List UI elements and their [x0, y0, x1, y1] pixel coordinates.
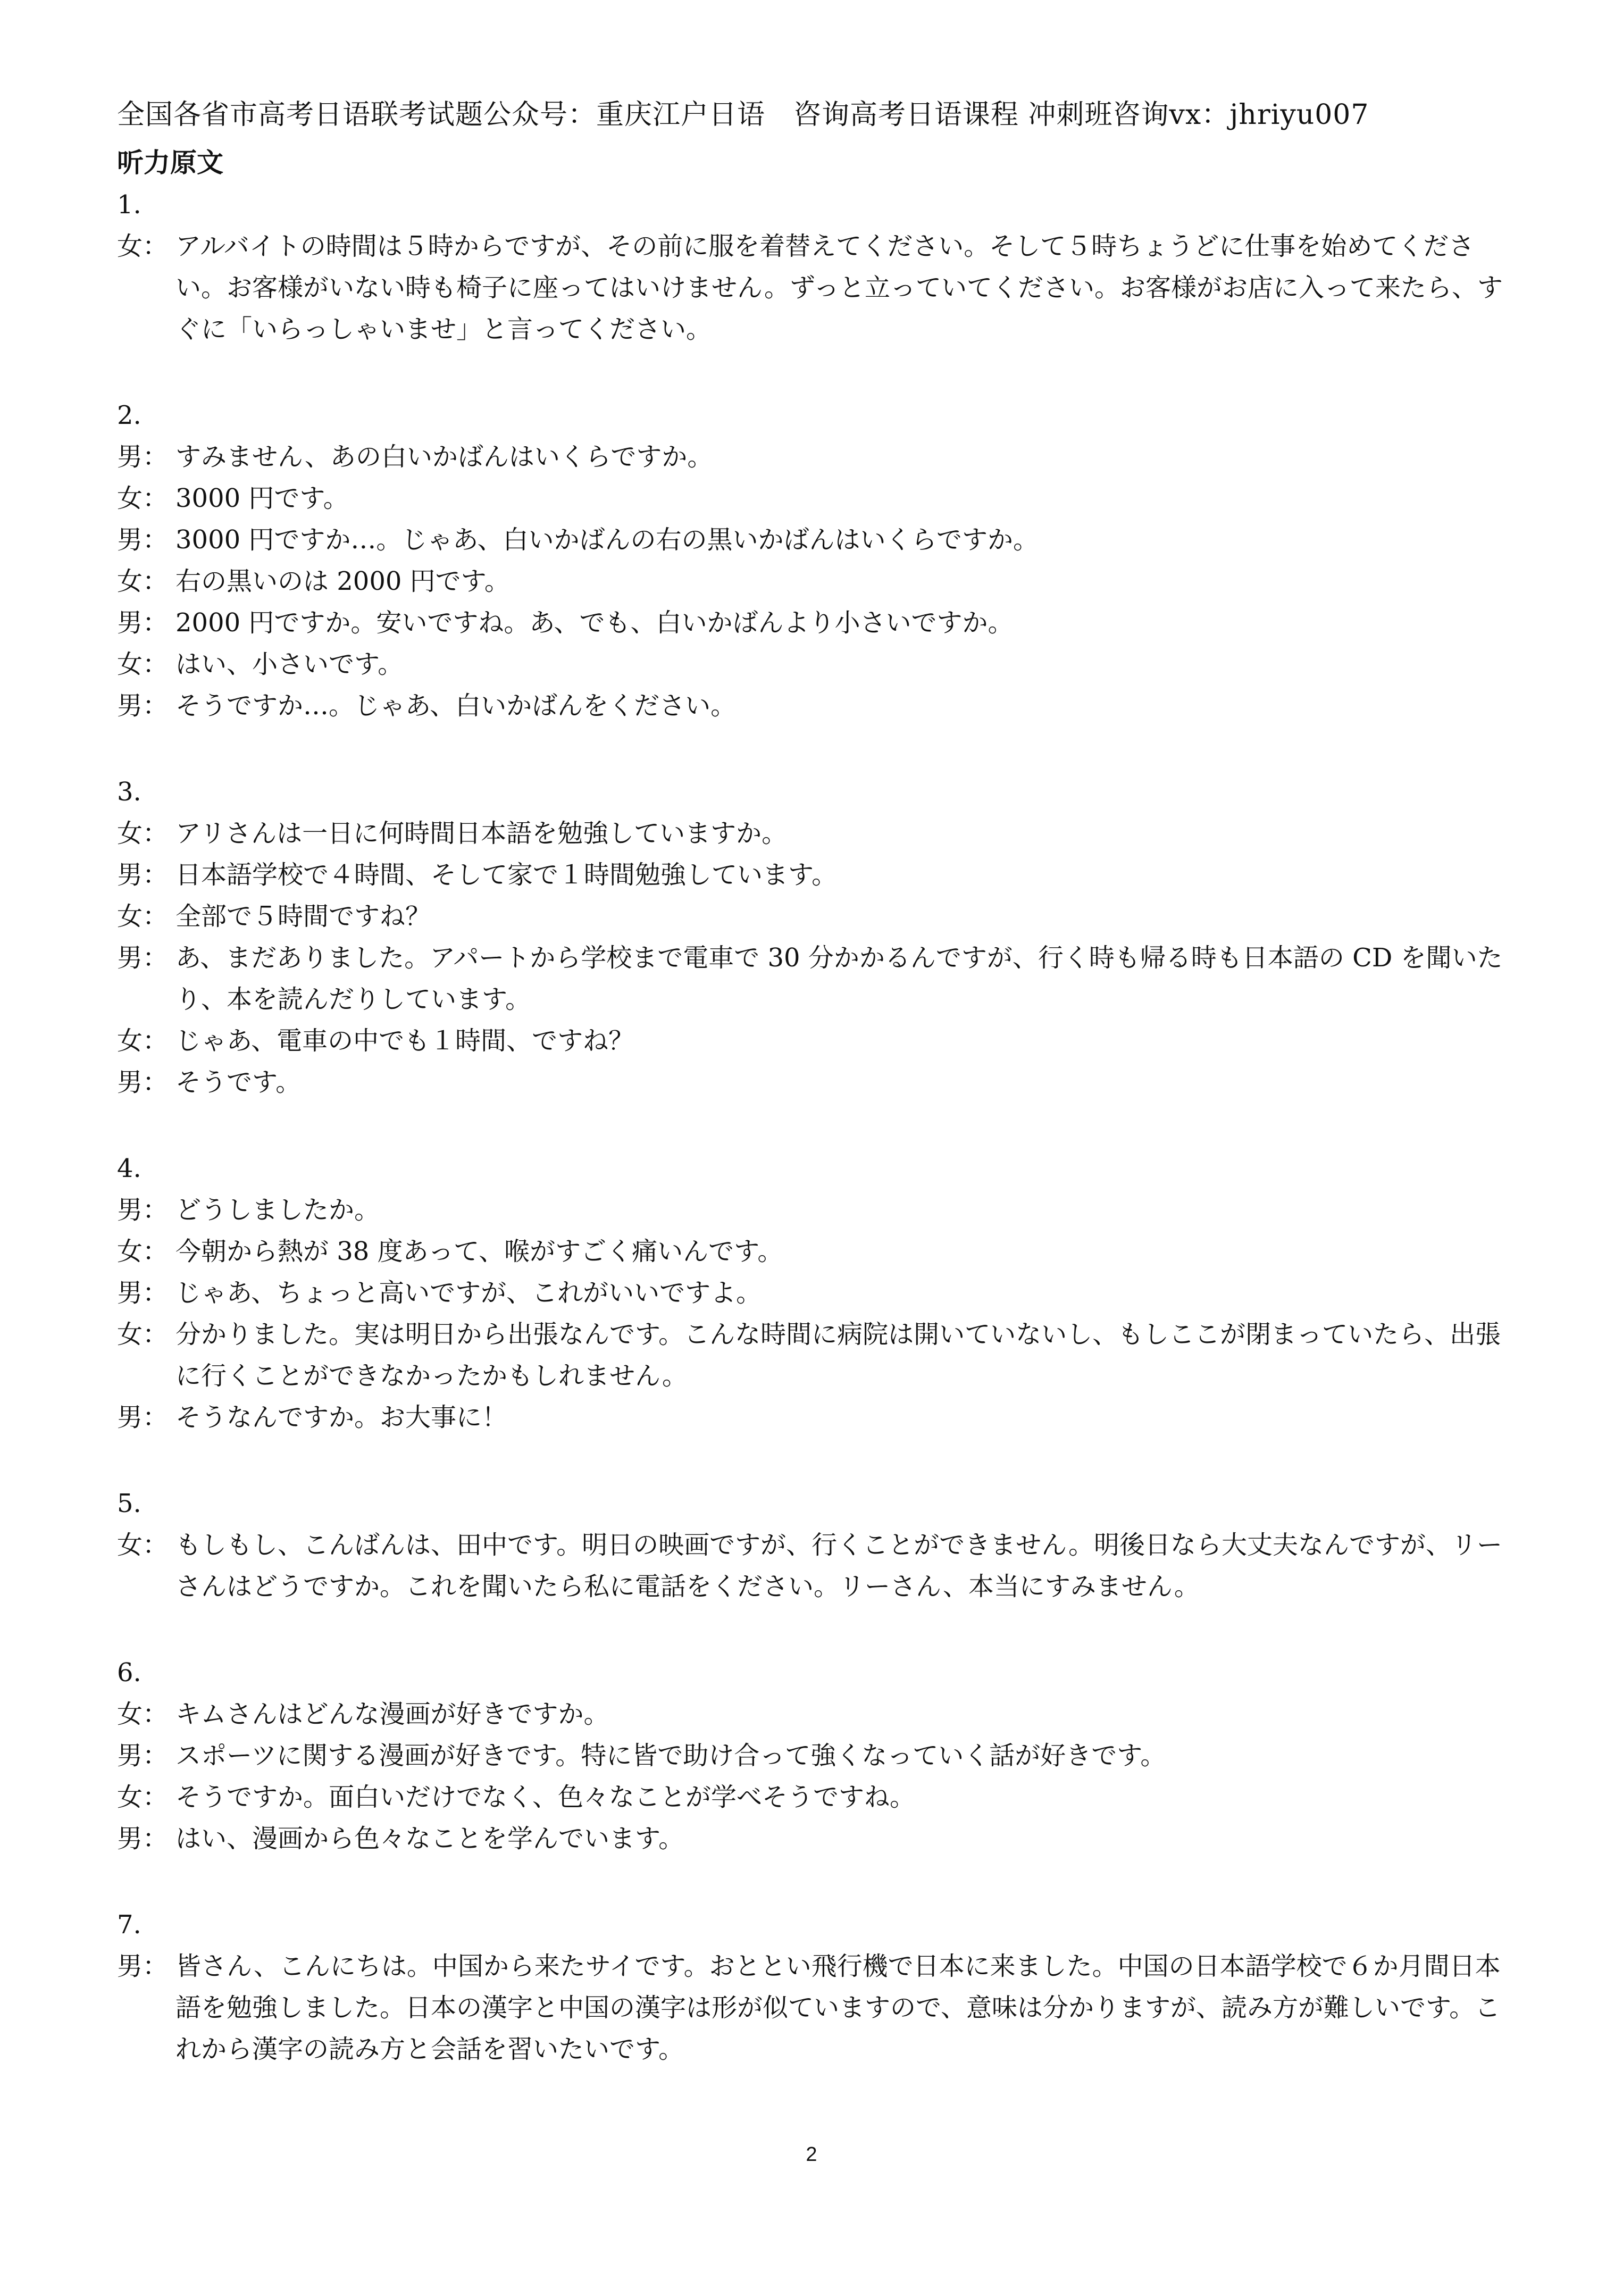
dialogue-line — [117, 1314, 1521, 1397]
dialogue-line — [117, 1735, 1521, 1776]
dialogue-line — [117, 644, 1521, 685]
page-number: 2 — [806, 2143, 817, 2166]
dialogue-line — [117, 519, 1521, 561]
speaker-label: 女： — [117, 231, 169, 261]
dialogue-text: アルバイトの時間は５時からですが、その前に服を着替えてください。そして５時ちょうどに仕事を始めてください。お客様がいない時も椅子に座ってはいけません。ずっと立っていてください。お客様がお店に入って来たら、すぐに「いらっしゃいませ」と言ってください。 — [175, 231, 1503, 344]
item-number: 3. — [117, 777, 141, 807]
speaker-label: 女： — [117, 1782, 169, 1812]
dialogue-line — [117, 1397, 1521, 1438]
speaker-label: 女： — [117, 483, 169, 513]
speaker-label: 女： — [117, 1026, 169, 1056]
dialogue-line — [117, 1272, 1521, 1314]
dialogue-text: 今朝から熱が 38 度あって、喉がすごく痛いんです。 — [175, 1237, 783, 1266]
dialogue-text: じゃあ、ちょっと高いですが、これがいいですよ。 — [175, 1278, 762, 1308]
transcript-item — [117, 1652, 1521, 1859]
dialogue-text: スポーツに関する漫画が好きです。特に皆で助け合って強くなっていく話が好きです。 — [175, 1741, 1166, 1771]
item-number: 4. — [117, 1154, 141, 1183]
speaker-label: 男： — [117, 1741, 169, 1771]
dialogue-line — [117, 602, 1521, 644]
dialogue-line — [117, 1776, 1521, 1818]
transcript-item — [117, 184, 1521, 350]
header-line: 全国各省市高考日语联考试题公众号：重庆江户日语 咨询高考日语课程 冲刺班咨询vx：jhriyu007 — [117, 99, 1369, 131]
dialogue-text: そうなんですか。お大事に！ — [175, 1402, 508, 1432]
speaker-label: 男： — [117, 943, 169, 973]
dialogue-text: アリさんは一日に何時間日本語を勉強していますか。 — [175, 819, 788, 848]
speaker-label: 男： — [117, 1278, 169, 1308]
dialogue-text: 全部で５時間ですね？ — [175, 901, 431, 931]
dialogue-text: 日本語学校で４時間、そして家で１時間勉強しています。 — [175, 860, 838, 890]
dialogue-line — [117, 1189, 1521, 1231]
speaker-label: 女： — [117, 1699, 169, 1729]
dialogue-line — [117, 1020, 1521, 1062]
dialogue-text: 分かりました。実は明日から出張なんです。こんな時間に病院は開いていないし、もしここが閉まっていたら、出張に行くことができなかったかもしれません。 — [175, 1320, 1501, 1391]
speaker-label: 女： — [117, 1530, 169, 1560]
item-number: 2. — [117, 400, 141, 430]
dialogue-line — [117, 226, 1521, 350]
dialogue-line — [117, 896, 1521, 937]
speaker-label: 男： — [117, 1195, 169, 1225]
speaker-label: 男： — [117, 860, 169, 890]
dialogue-text: すみません、あの白いかばんはいくらですか。 — [175, 442, 713, 472]
speaker-label: 女： — [117, 1237, 169, 1266]
transcript-item — [117, 395, 1521, 727]
dialogue-line — [117, 854, 1521, 896]
speaker-label: 男： — [117, 1824, 169, 1854]
item-number: 5. — [117, 1489, 141, 1518]
dialogue-line — [117, 1062, 1521, 1103]
transcript-item — [117, 1483, 1521, 1607]
dialogue-text: 3000 円です。 — [175, 483, 349, 513]
item-number: 1. — [117, 190, 141, 220]
dialogue-line — [117, 1946, 1521, 2070]
dialogue-line — [117, 1818, 1521, 1859]
dialogue-text: はい、小さいです。 — [175, 649, 404, 679]
speaker-label: 女： — [117, 649, 169, 679]
dialogue-text: そうですか…。じゃあ、白いかばんをください。 — [175, 691, 737, 721]
speaker-label: 男： — [117, 1067, 169, 1097]
dialogue-text: どうしましたか。 — [175, 1195, 380, 1225]
speaker-label: 女： — [117, 901, 169, 931]
dialogue-text: 皆さん、こんにちは。中国から来たサイです。おととい飛行機で日本に来ました。中国の日本語学校で６か月間日本語を勉強しました。日本の漢字と中国の漢字は形が似ていますので、意味は分かりますが、読み方が難しいです。これから漢字の読み方と会話を習いたいです。 — [175, 1951, 1501, 2064]
dialogue-text: もしもし、こんばんは、田中です。明日の映画ですが、行くことができません。明後日なら大丈夫なんですが、リーさんはどうですか。これを聞いたら私に電話をください。リーさん、本当にすみません。 — [175, 1530, 1503, 1601]
speaker-label: 男： — [117, 442, 169, 472]
dialogue-text: あ、まだありました。アパートから学校まで電車で 30 分かかるんですが、行く時も帰る時も日本語の CD を聞いたり、本を読んだりしています。 — [175, 943, 1503, 1014]
dialogue-line — [117, 685, 1521, 727]
speaker-label: 男： — [117, 1402, 169, 1432]
dialogue-line — [117, 813, 1521, 854]
transcript-list — [117, 184, 1521, 2070]
transcript-item — [117, 1904, 1521, 2070]
speaker-label: 男： — [117, 608, 169, 638]
speaker-label: 男： — [117, 691, 169, 721]
dialogue-text: 2000 円ですか。安いですね。あ、でも、白いかばんより小さいですか。 — [175, 608, 1014, 638]
section-title: 听力原文 — [117, 147, 223, 178]
dialogue-text: そうです。 — [175, 1067, 302, 1097]
item-number: 7. — [117, 1910, 141, 1940]
dialogue-line — [117, 1231, 1521, 1272]
speaker-label: 男： — [117, 525, 169, 555]
dialogue-line — [117, 1693, 1521, 1735]
dialogue-text: そうですか。面白いだけでなく、色々なことが学べそうですね。 — [175, 1782, 916, 1812]
transcript-item — [117, 771, 1521, 1103]
speaker-label: 女： — [117, 1320, 169, 1349]
document-page — [117, 96, 1521, 2115]
speaker-label: 女： — [117, 819, 169, 848]
dialogue-text: 右の黒いのは 2000 円です。 — [175, 566, 510, 596]
dialogue-text: じゃあ、電車の中でも１時間、ですね？ — [175, 1026, 634, 1056]
speaker-label: 女： — [117, 566, 169, 596]
dialogue-line — [117, 937, 1521, 1020]
dialogue-line — [117, 1524, 1521, 1607]
dialogue-line — [117, 478, 1521, 519]
transcript-item — [117, 1148, 1521, 1438]
dialogue-text: はい、漫画から色々なことを学んでいます。 — [175, 1824, 684, 1854]
dialogue-text: キムさんはどんな漫画が好きですか。 — [175, 1699, 609, 1729]
dialogue-line — [117, 436, 1521, 478]
speaker-label: 男： — [117, 1951, 169, 1981]
dialogue-line — [117, 561, 1521, 602]
dialogue-text: 3000 円ですか…。じゃあ、白いかばんの右の黒いかばんはいくらですか。 — [175, 525, 1039, 555]
item-number: 6. — [117, 1658, 141, 1688]
